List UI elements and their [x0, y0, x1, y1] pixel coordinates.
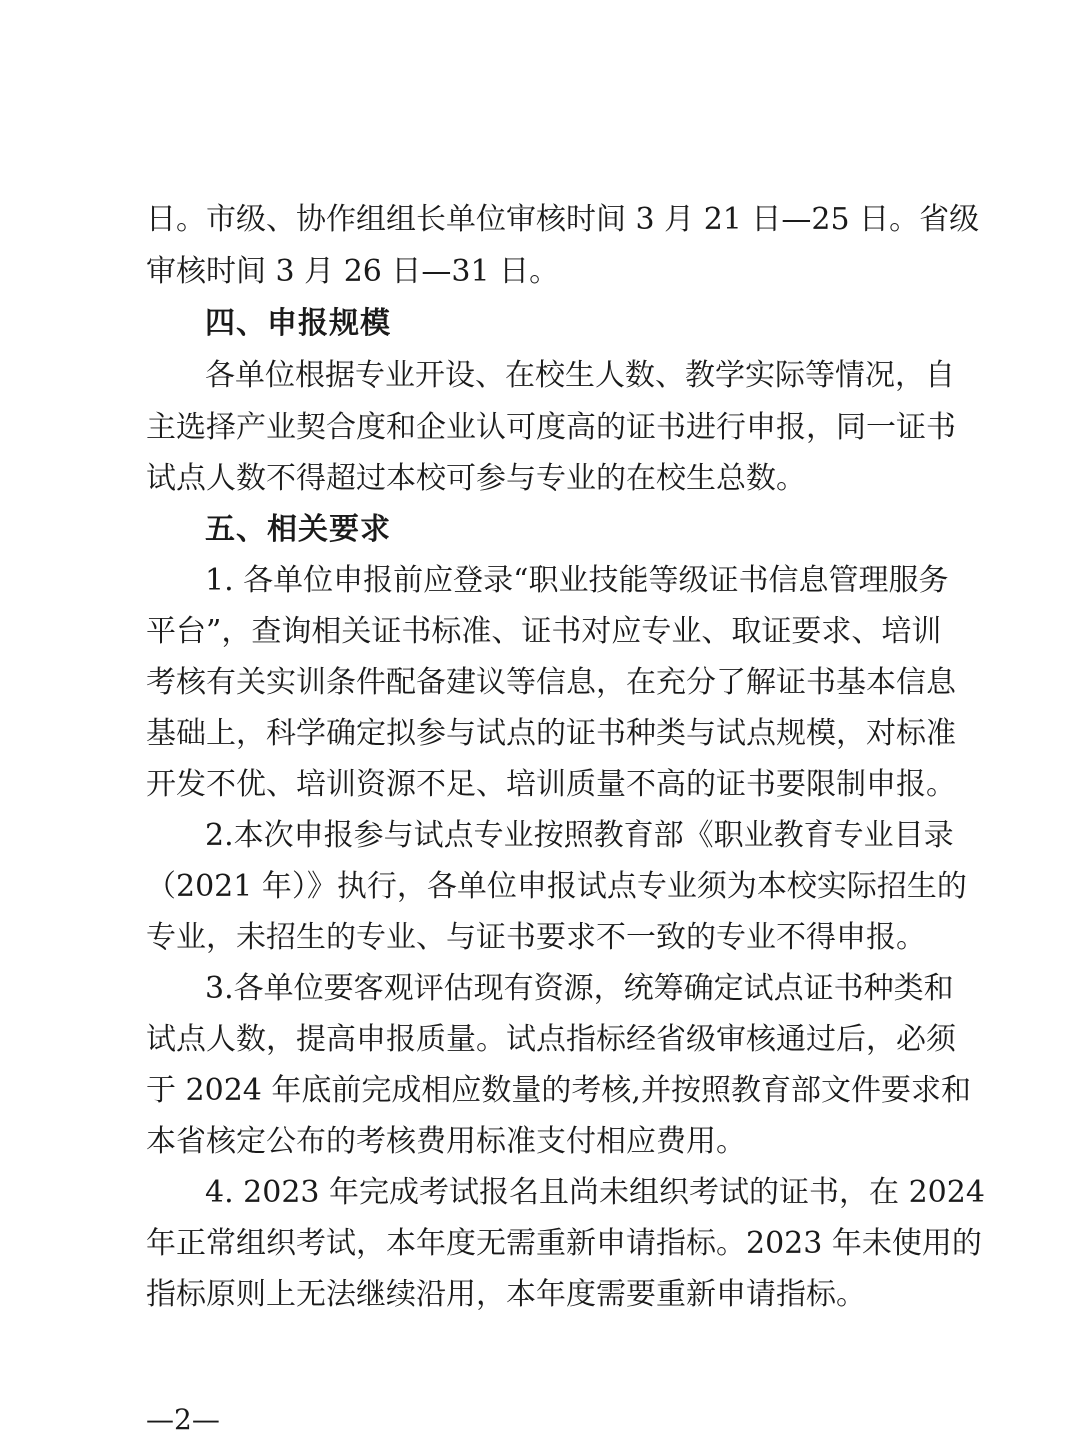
- paragraph-line: 本省核定公布的考核费用标准支付相应费用。: [146, 1124, 746, 1159]
- paragraph-line: 2.本次申报参与试点专业按照教育部《职业教育专业目录: [205, 818, 954, 853]
- paragraph-line: 审核时间 3 月 26 日—31 日。: [146, 254, 560, 289]
- paragraph-line: 各单位根据专业开设、在校生人数、教学实际等情况，自: [205, 358, 955, 393]
- paragraph-line: 试点人数，提高申报质量。试点指标经省级审核通过后，必须: [146, 1022, 956, 1057]
- paragraph-line: 于 2024 年底前完成相应数量的考核,并按照教育部文件要求和: [146, 1073, 971, 1108]
- paragraph-line: 专业，未招生的专业、与证书要求不一致的专业不得申报。: [146, 920, 926, 955]
- page-number: —2—: [146, 1403, 220, 1436]
- section-heading-5: 五、相关要求: [205, 512, 391, 547]
- paragraph-line: 年正常组织考试，本年度无需重新申请指标。2023 年未使用的: [146, 1226, 982, 1261]
- paragraph-line: 指标原则上无法继续沿用，本年度需要重新申请指标。: [146, 1277, 866, 1312]
- paragraph-line: 日。市级、协作组组长单位审核时间 3 月 21 日—25 日。省级: [146, 202, 980, 237]
- paragraph-line: （2021 年）》执行，各单位申报试点专业须为本校实际招生的: [146, 869, 967, 904]
- paragraph-line: 基础上，科学确定拟参与试点的证书种类与试点规模，对标准: [146, 716, 956, 751]
- paragraph-line: 考核有关实训条件配备建议等信息，在充分了解证书基本信息: [146, 665, 956, 700]
- paragraph-line: 开发不优、培训资源不足、培训质量不高的证书要限制申报。: [146, 767, 956, 802]
- paragraph-line: 4. 2023 年完成考试报名且尚未组织考试的证书，在 2024: [205, 1175, 985, 1210]
- paragraph-line: 1. 各单位申报前应登录“职业技能等级证书信息管理服务: [205, 563, 949, 598]
- paragraph-line: 试点人数不得超过本校可参与专业的在校生总数。: [146, 461, 806, 496]
- paragraph-line: 主选择产业契合度和企业认可度高的证书进行申报，同一证书: [146, 410, 956, 445]
- section-heading-4: 四、申报规模: [205, 306, 391, 341]
- paragraph-line: 平台”，查询相关证书标准、证书对应专业、取证要求、培训: [146, 614, 942, 649]
- paragraph-line: 3.各单位要客观评估现有资源，统筹确定试点证书种类和: [205, 971, 954, 1006]
